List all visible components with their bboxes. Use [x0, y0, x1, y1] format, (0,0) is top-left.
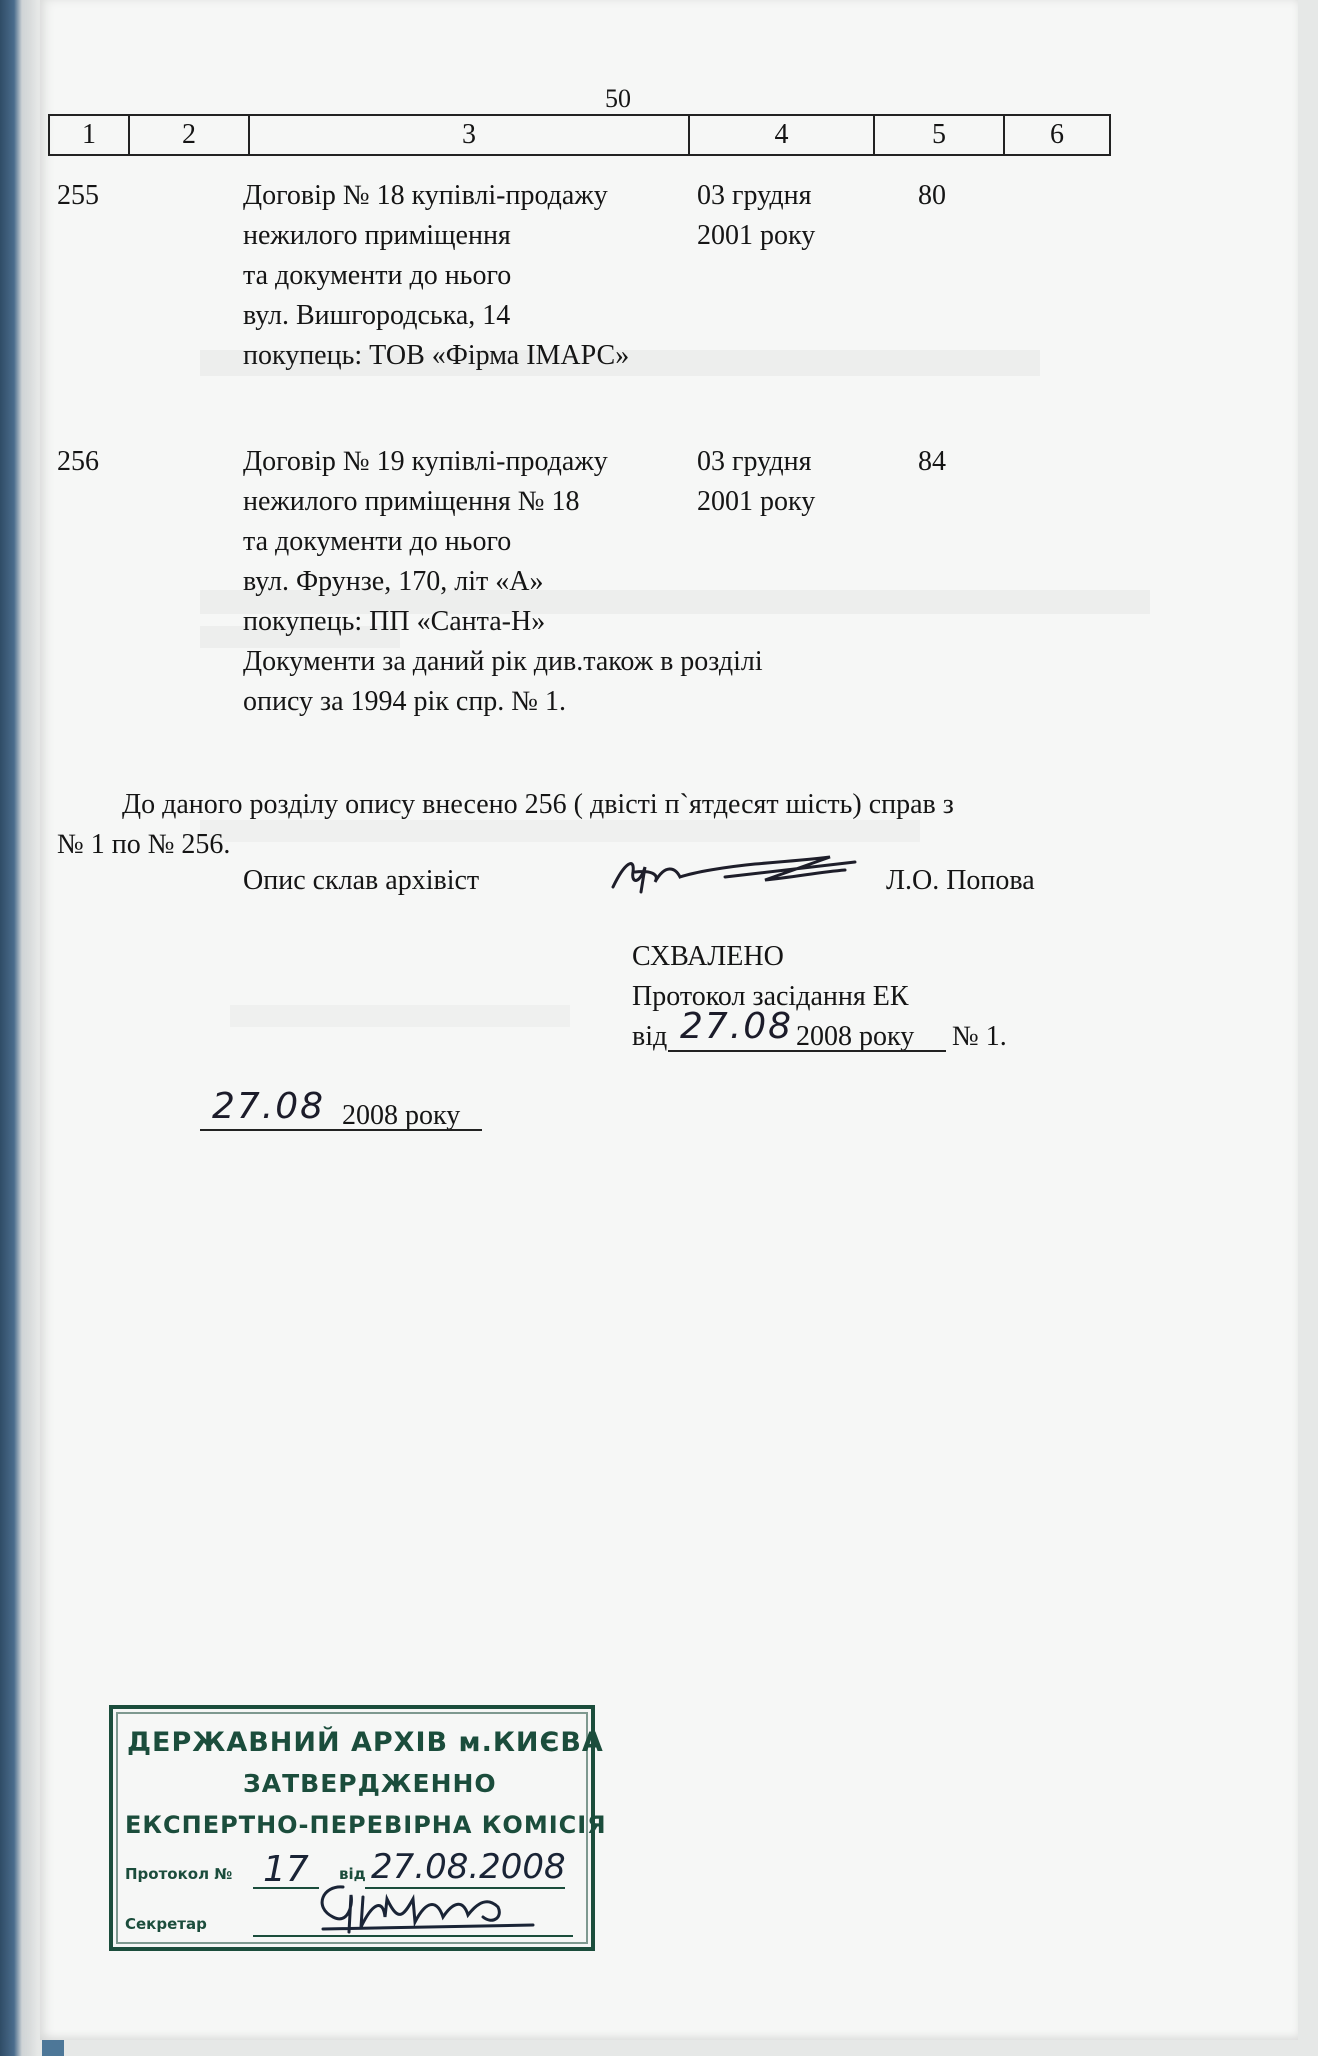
- compiler-name: Л.О. Попова: [886, 865, 1035, 896]
- record-date-line: 03 грудня: [697, 446, 812, 477]
- record-title-line: нежилого приміщення № 18: [243, 486, 580, 517]
- approval-title: СХВАЛЕНО: [632, 941, 784, 972]
- record-title-line: опису за 1994 рік спр. № 1.: [243, 686, 567, 717]
- stamp-protocol-number: 17: [263, 1849, 309, 1890]
- record-title-line: вул. Фрунзе, 170, літ «А»: [243, 566, 544, 597]
- footer-handwritten-date: 27.08: [212, 1086, 326, 1127]
- footer-date-underline: [200, 1129, 482, 1131]
- record-title: [243, 442, 763, 722]
- page-number: 50: [605, 84, 631, 113]
- approval-from-prefix: від: [632, 1021, 668, 1052]
- record-title-line: вул. Вишгородська, 14: [243, 300, 511, 331]
- record-date-line: 03 грудня: [697, 180, 812, 211]
- record-date: [697, 176, 815, 256]
- record-title-line: Договір № 18 купівлі-продажу: [243, 180, 608, 211]
- approval-handwritten-date: 27.08: [680, 1006, 794, 1047]
- document-page: [40, 0, 1298, 2040]
- stamp-secretary-label: Секретар: [125, 1915, 207, 1933]
- compiler-signature-image: [605, 842, 870, 902]
- approval-stamp: [109, 1705, 607, 1951]
- record-title-line: та документи до нього: [243, 526, 512, 557]
- record-index: 256: [57, 446, 99, 477]
- stamp-secretary-signature-image: [303, 1877, 543, 1939]
- column-number-2: 2: [129, 115, 249, 155]
- column-number-3: 3: [249, 115, 689, 155]
- record-title: [243, 176, 629, 376]
- record-title-line: нежилого приміщення: [243, 220, 511, 251]
- compiler-label: Опис склав архівіст: [243, 865, 480, 896]
- approval-year: 2008 року: [796, 1021, 915, 1052]
- record-sheets: 80: [918, 180, 946, 211]
- approval-date-underline: [668, 1050, 946, 1052]
- record-title-line: Документи за даний рік див.також в розділі: [243, 646, 763, 677]
- record-index: 255: [57, 180, 99, 211]
- column-number-5: 5: [874, 115, 1004, 155]
- bleed-through-mark: [230, 1005, 570, 1027]
- record-date-line: 2001 року: [697, 220, 816, 251]
- record-title-line: покупець: ПП «Санта-Н»: [243, 606, 546, 637]
- stamp-date-value: 27.08.2008: [371, 1847, 566, 1887]
- record-title-line: покупець: ТОВ «Фірма ІМАРС»: [243, 340, 630, 371]
- approval-protocol: Протокол засідання ЕК: [632, 981, 909, 1012]
- column-number-4: 4: [689, 115, 874, 155]
- record-title-line: та документи до нього: [243, 260, 512, 291]
- closing-note-line-1: До даного розділу опису внесено 256 ( двісті п`ятдесят шість) справ з: [122, 789, 954, 820]
- inventory-table-header: [48, 114, 1111, 156]
- stamp-archive-name: ДЕРЖАВНИЙ АРХІВ м.КИЄВА: [127, 1727, 604, 1758]
- stamp-date-label: від: [339, 1865, 366, 1883]
- column-number-6: 6: [1004, 115, 1110, 155]
- record-sheets: 84: [918, 446, 946, 477]
- stamp-protocol-label: Протокол №: [125, 1865, 233, 1883]
- record-date: [697, 442, 815, 522]
- closing-note-line-2: № 1 по № 256.: [57, 829, 231, 860]
- footer-year: 2008 року: [342, 1100, 461, 1131]
- stamp-commission: ЕКСПЕРТНО-ПЕРЕВІРНА КОМІСІЯ: [125, 1811, 607, 1839]
- approval-number: № 1.: [952, 1021, 1007, 1052]
- record-title-line: Договір № 19 купівлі-продажу: [243, 446, 608, 477]
- column-number-1: 1: [49, 115, 129, 155]
- stamp-approved: ЗАТВЕРДЖЕННО: [243, 1769, 497, 1798]
- stamp-secretary-rule: [253, 1935, 573, 1937]
- record-date-line: 2001 року: [697, 486, 816, 517]
